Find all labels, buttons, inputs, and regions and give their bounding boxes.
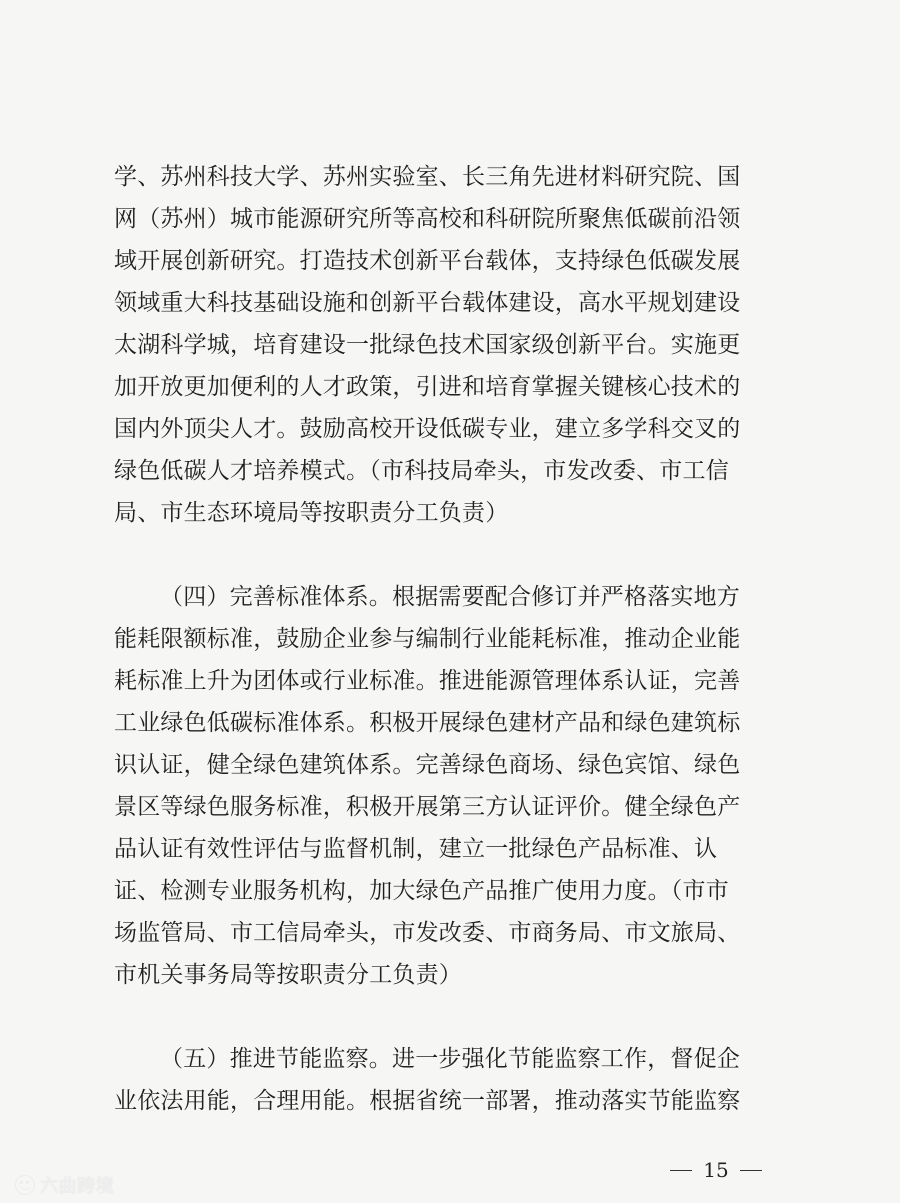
text-line: 景区等绿色服务标准，积极开展第三方认证评价。健全绿色产 <box>114 794 741 820</box>
footer-left-dash <box>670 1170 692 1171</box>
text-line: 太湖科学城，培育建设一批绿色技术国家级创新平台。实施更 <box>114 332 741 358</box>
text-line: 加开放更加便利的人才政策，引进和培育掌握关键核心技术的 <box>114 374 741 400</box>
text-line: 网（苏州）城市能源研究所等高校和科研院所聚焦低碳前沿领 <box>114 206 741 232</box>
text-line: 学、苏州科技大学、苏州实验室、长三角先进材料研究院、国 <box>114 164 741 190</box>
page-footer <box>670 1155 762 1185</box>
text-line: 工业绿色低碳标准体系。积极开展绿色建材产品和绿色建筑标 <box>114 710 741 736</box>
watermark <box>15 1173 114 1197</box>
text-line: 局、市生态环境局等按职责分工负责） <box>114 500 509 526</box>
text-line: 域开展创新研究。打造技术创新平台载体，支持绿色低碳发展 <box>114 248 741 274</box>
footer-right-dash <box>740 1170 762 1171</box>
text-line: 市机关事务局等按职责分工负责） <box>114 962 462 988</box>
text-line: 场监管局、市工信局牵头，市发改委、市商务局、市文旅局、 <box>114 920 741 946</box>
watermark-text: 六曲跨境 <box>40 1176 114 1197</box>
text-line: 证、检测专业服务机构，加大绿色产品推广使用力度。（市市 <box>114 878 729 904</box>
text-line: 耗标准上升为团体或行业标准。推进能源管理体系认证，完善 <box>114 668 741 694</box>
text-line: 国内外顶尖人才。鼓励高校开设低碳专业，建立多学科交叉的 <box>114 416 741 442</box>
text-line: 识认证，健全绿色建筑体系。完善绿色商场、绿色宾馆、绿色 <box>114 752 741 778</box>
text-line: 能耗限额标准，鼓励企业参与编制行业能耗标准，推动企业能 <box>114 626 741 652</box>
text-line: 品认证有效性评估与监督机制，建立一批绿色产品标准、认 <box>114 836 718 862</box>
text-line: 领域重大科技基础设施和创新平台载体建设，高水平规划建设 <box>114 290 741 316</box>
text-line: 绿色低碳人才培养模式。（市科技局牵头，市发改委、市工信 <box>114 458 729 484</box>
page-number: 15 <box>703 1158 729 1182</box>
text-line: 业依法用能，合理用能。根据省统一部署，推动落实节能监察 <box>114 1088 741 1114</box>
section-heading-line: （四）完善标准体系。根据需要配合修订并严格落实地方 <box>160 584 740 610</box>
smiley-icon <box>15 1175 35 1195</box>
section-heading-line: （五）推进节能监察。进一步强化节能监察工作，督促企 <box>160 1046 740 1072</box>
